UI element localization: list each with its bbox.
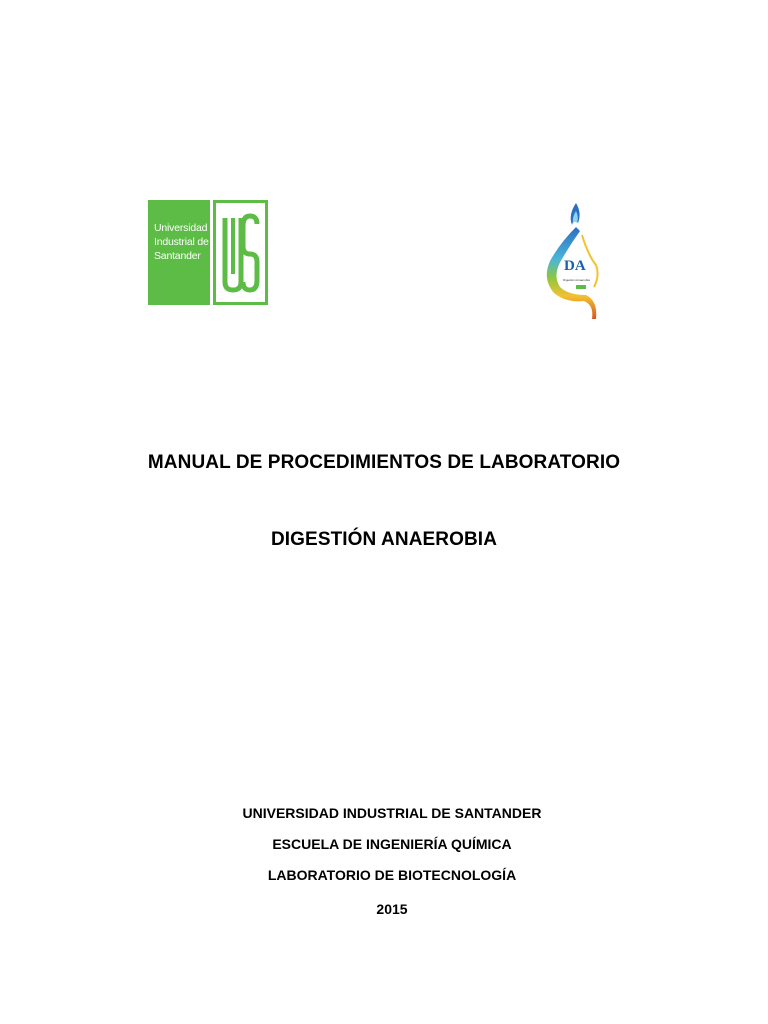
laboratory-name: LABORATORIO DE BIOTECNOLOGÍA	[267, 867, 517, 883]
publication-year: 2015	[376, 901, 408, 917]
document-subtitle: DIGESTIÓN ANAEROBIA	[270, 529, 498, 550]
uis-logo-wordmark	[148, 200, 210, 305]
uis-logo	[148, 200, 268, 305]
uis-logo-line-3: Santander	[154, 250, 201, 262]
institution-name: UNIVERSIDAD INDUSTRIAL DE SANTANDER	[242, 805, 542, 821]
da-logo	[536, 195, 606, 325]
uis-logo-line-1: Universidad	[154, 222, 208, 234]
uis-logo-monogram	[213, 200, 268, 305]
school-name: ESCUELA DE INGENIERÍA QUÍMICA	[272, 836, 512, 852]
uis-logo-line-2: Industrial de	[154, 236, 209, 248]
da-logo-tagline: Digestión Anaerobia	[563, 278, 590, 282]
uis-monogram-icon	[213, 200, 268, 305]
document-title: MANUAL DE PROCEDIMIENTOS DE LABORATORIO	[147, 452, 621, 473]
da-logo-letters: DA	[564, 258, 586, 274]
